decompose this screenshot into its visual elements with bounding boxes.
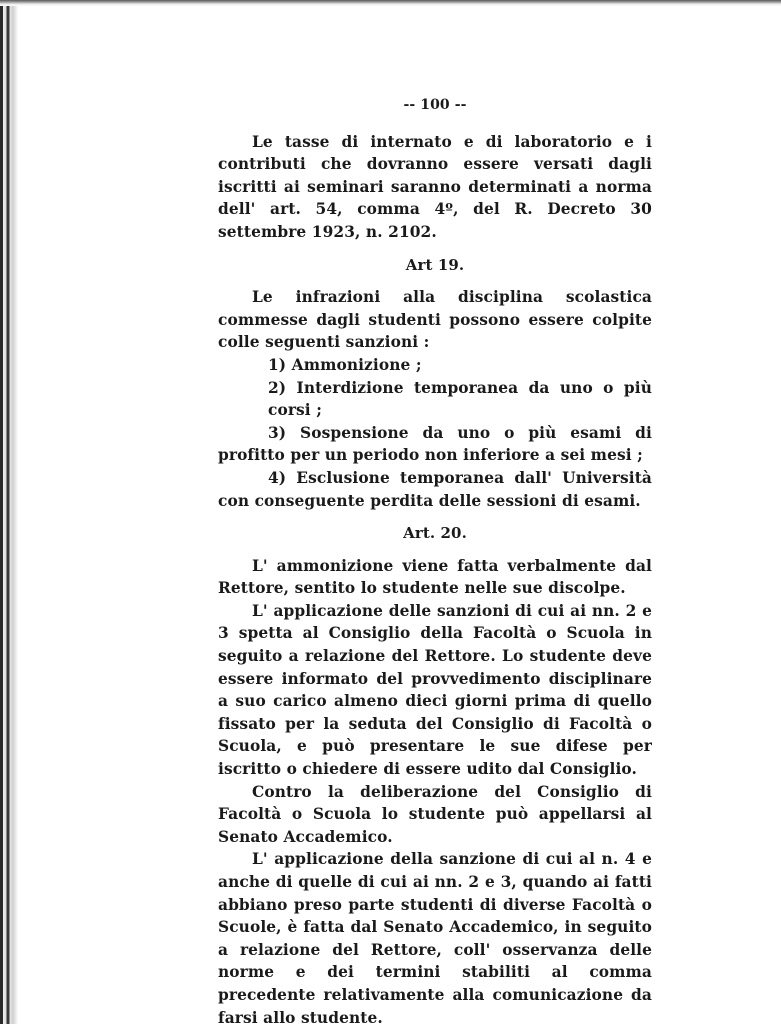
sanction-item-2: 2) Interdizione temporanea da uno o più corsi ; bbox=[268, 378, 652, 420]
document-page bbox=[218, 94, 652, 1029]
article-20-paragraph: L' applicazione delle sanzioni di cui ai nn. 2 e 3 spetta al Consiglio della Facoltà o Scuola in seguito a relazione del Rettore. Lo studente deve essere informato del provvedimento disciplinare a suo carico almeno dieci giorni prima di quello fissato per la seduta del Consiglio di Facoltà o Scuola, e può presentare le sue difese per iscritto o chiedere di essere udito dal Consiglio. bbox=[218, 601, 652, 779]
article-20-paragraph: L' ammonizione viene fatta verbalmente dal Rettore, sentito lo studente nelle sue discolpe. bbox=[218, 556, 652, 598]
article-20-heading: Art. 20. bbox=[403, 524, 467, 543]
book-binding-edge bbox=[0, 0, 22, 1024]
page-number: -- 100 -- bbox=[403, 97, 467, 113]
sanction-item-4: 4) Esclusione temporanea dall' Università con conseguente perdita delle sessioni di esami. bbox=[218, 468, 652, 510]
article-19-heading: Art 19. bbox=[405, 255, 465, 274]
article-19-intro: Le infrazioni alla disciplina scolastica commesse dagli studenti possono essere colpite colle seguenti sanzioni : bbox=[218, 288, 652, 352]
sanction-item-3: 3) Sospensione da uno o più esami di profitto per un periodo non inferiore a sei mesi ; bbox=[218, 423, 652, 465]
sanction-item-1: 1) Ammonizione ; bbox=[268, 355, 422, 374]
article-20-paragraph: L' applicazione della sanzione di cui al n. 4 e anche di quelle di cui ai nn. 2 e 3, quando ai fatti abbiano preso parte studenti di diverse Facoltà o Scuole, è fatta dal Senato Accademico, in seguito a relazione del Rettore, coll' osservanza delle norme e dei termini stabiliti al comma precedente relativamente alla comunicazione da farsi allo studente. bbox=[218, 850, 652, 1027]
article-20-paragraph: Contro la deliberazione del Consiglio di Facoltà o Scuola lo studente può appellarsi al Senato Accademico. bbox=[218, 782, 652, 846]
page-top-edge bbox=[0, 0, 781, 6]
intro-paragraph: Le tasse di internato e di laboratorio e i contributi che dovranno essere versati dagli iscritti ai seminari saranno determinati a norma dell' art. 54, comma 4º, del R. Decreto 30 settembre 1923, n. 2102. bbox=[218, 132, 652, 241]
